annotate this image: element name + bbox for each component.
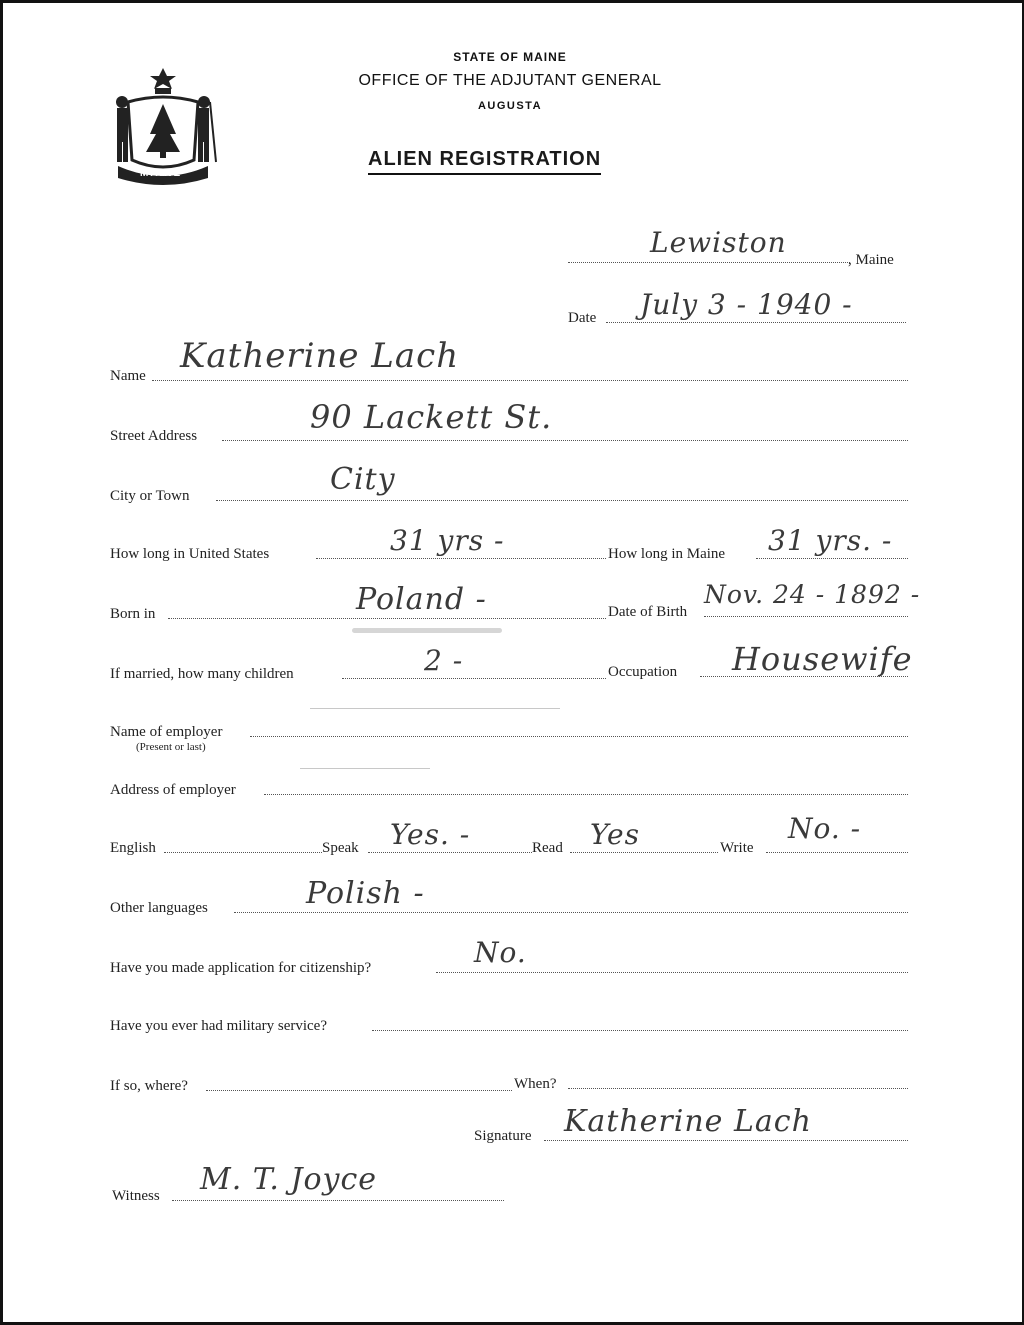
other-lang-line bbox=[234, 912, 908, 913]
maine-label: , Maine bbox=[848, 252, 894, 268]
occupation-label: Occupation bbox=[608, 664, 678, 680]
children-value: 2 - bbox=[424, 644, 464, 677]
born-underline-smudge bbox=[352, 628, 502, 633]
speak-value: Yes. - bbox=[390, 818, 471, 851]
military-line bbox=[372, 1030, 908, 1031]
occupation-value: Housewife bbox=[732, 640, 913, 678]
speak-line bbox=[368, 852, 532, 853]
born-line bbox=[168, 618, 606, 619]
date-line bbox=[606, 322, 906, 323]
how-long-maine-line bbox=[756, 558, 908, 559]
employer-stray-mark bbox=[310, 708, 560, 709]
english-line bbox=[164, 852, 322, 853]
witness-line bbox=[172, 1200, 504, 1201]
street-line bbox=[222, 440, 908, 441]
write-label: Write bbox=[720, 840, 754, 856]
dob-value: Nov. 24 - 1892 - bbox=[704, 580, 921, 609]
street-label: Street Address bbox=[110, 428, 198, 444]
employer-address-label: Address of employer bbox=[110, 782, 236, 798]
witness-label: Witness bbox=[112, 1188, 160, 1204]
town-value: Lewiston bbox=[650, 226, 787, 259]
name-value: Katherine Lach bbox=[180, 336, 460, 376]
dob-line bbox=[704, 616, 908, 617]
write-value: No. - bbox=[788, 812, 862, 845]
english-label: English bbox=[110, 840, 156, 856]
how-long-maine-label: How long in Maine bbox=[608, 546, 726, 562]
street-value: 90 Lackett St. bbox=[310, 398, 553, 436]
how-long-us-label: How long in United States bbox=[110, 546, 270, 562]
header-office: OFFICE OF THE ADJUTANT GENERAL bbox=[358, 72, 662, 89]
header-state: STATE OF MAINE bbox=[453, 50, 567, 64]
when-line bbox=[568, 1088, 908, 1089]
name-label: Name bbox=[110, 368, 146, 384]
witness-value: M. T. Joyce bbox=[200, 1162, 378, 1197]
how-long-us-line bbox=[316, 558, 606, 559]
where-label: If so, where? bbox=[110, 1078, 188, 1094]
employer-label: Name of employer bbox=[110, 724, 223, 740]
seal-banner-text: MAINE bbox=[140, 168, 183, 179]
how-long-maine-value: 31 yrs. - bbox=[768, 524, 893, 557]
read-value: Yes bbox=[590, 818, 640, 851]
other-lang-value: Polish - bbox=[306, 876, 425, 911]
born-value: Poland - bbox=[356, 582, 487, 617]
how-long-us-value: 31 yrs - bbox=[390, 524, 505, 557]
signature-value: Katherine Lach bbox=[564, 1104, 812, 1139]
where-line bbox=[206, 1090, 512, 1091]
citizenship-line bbox=[436, 972, 908, 973]
born-label: Born in bbox=[110, 606, 156, 622]
read-line bbox=[570, 852, 718, 853]
employer-sub-label: (Present or last) bbox=[136, 741, 206, 753]
signature-line bbox=[544, 1140, 908, 1141]
city-line bbox=[216, 500, 908, 501]
employer-line bbox=[250, 736, 908, 737]
speak-label: Speak bbox=[322, 840, 359, 856]
employer-address-stray-mark bbox=[300, 768, 430, 769]
form-title: ALIEN REGISTRATION bbox=[368, 148, 601, 175]
date-label: Date bbox=[568, 310, 597, 326]
header-city: AUGUSTA bbox=[477, 100, 543, 112]
children-label: If married, how many children bbox=[110, 666, 294, 682]
city-label: City or Town bbox=[110, 488, 190, 504]
date-value: July 3 - 1940 - bbox=[640, 288, 853, 321]
city-value: City bbox=[330, 462, 396, 497]
citizenship-value: No. bbox=[474, 936, 527, 969]
write-line bbox=[766, 852, 908, 853]
name-line bbox=[152, 380, 908, 381]
citizenship-label: Have you made application for citizenship? bbox=[110, 960, 372, 976]
other-lang-label: Other languages bbox=[110, 900, 208, 916]
employer-address-line bbox=[264, 794, 908, 795]
children-line bbox=[342, 678, 606, 679]
signature-label: Signature bbox=[474, 1128, 532, 1144]
when-label: When? bbox=[514, 1076, 557, 1092]
town-line bbox=[568, 262, 850, 263]
read-label: Read bbox=[532, 840, 563, 856]
military-label: Have you ever had military service? bbox=[110, 1018, 327, 1034]
dob-label: Date of Birth bbox=[608, 604, 688, 620]
